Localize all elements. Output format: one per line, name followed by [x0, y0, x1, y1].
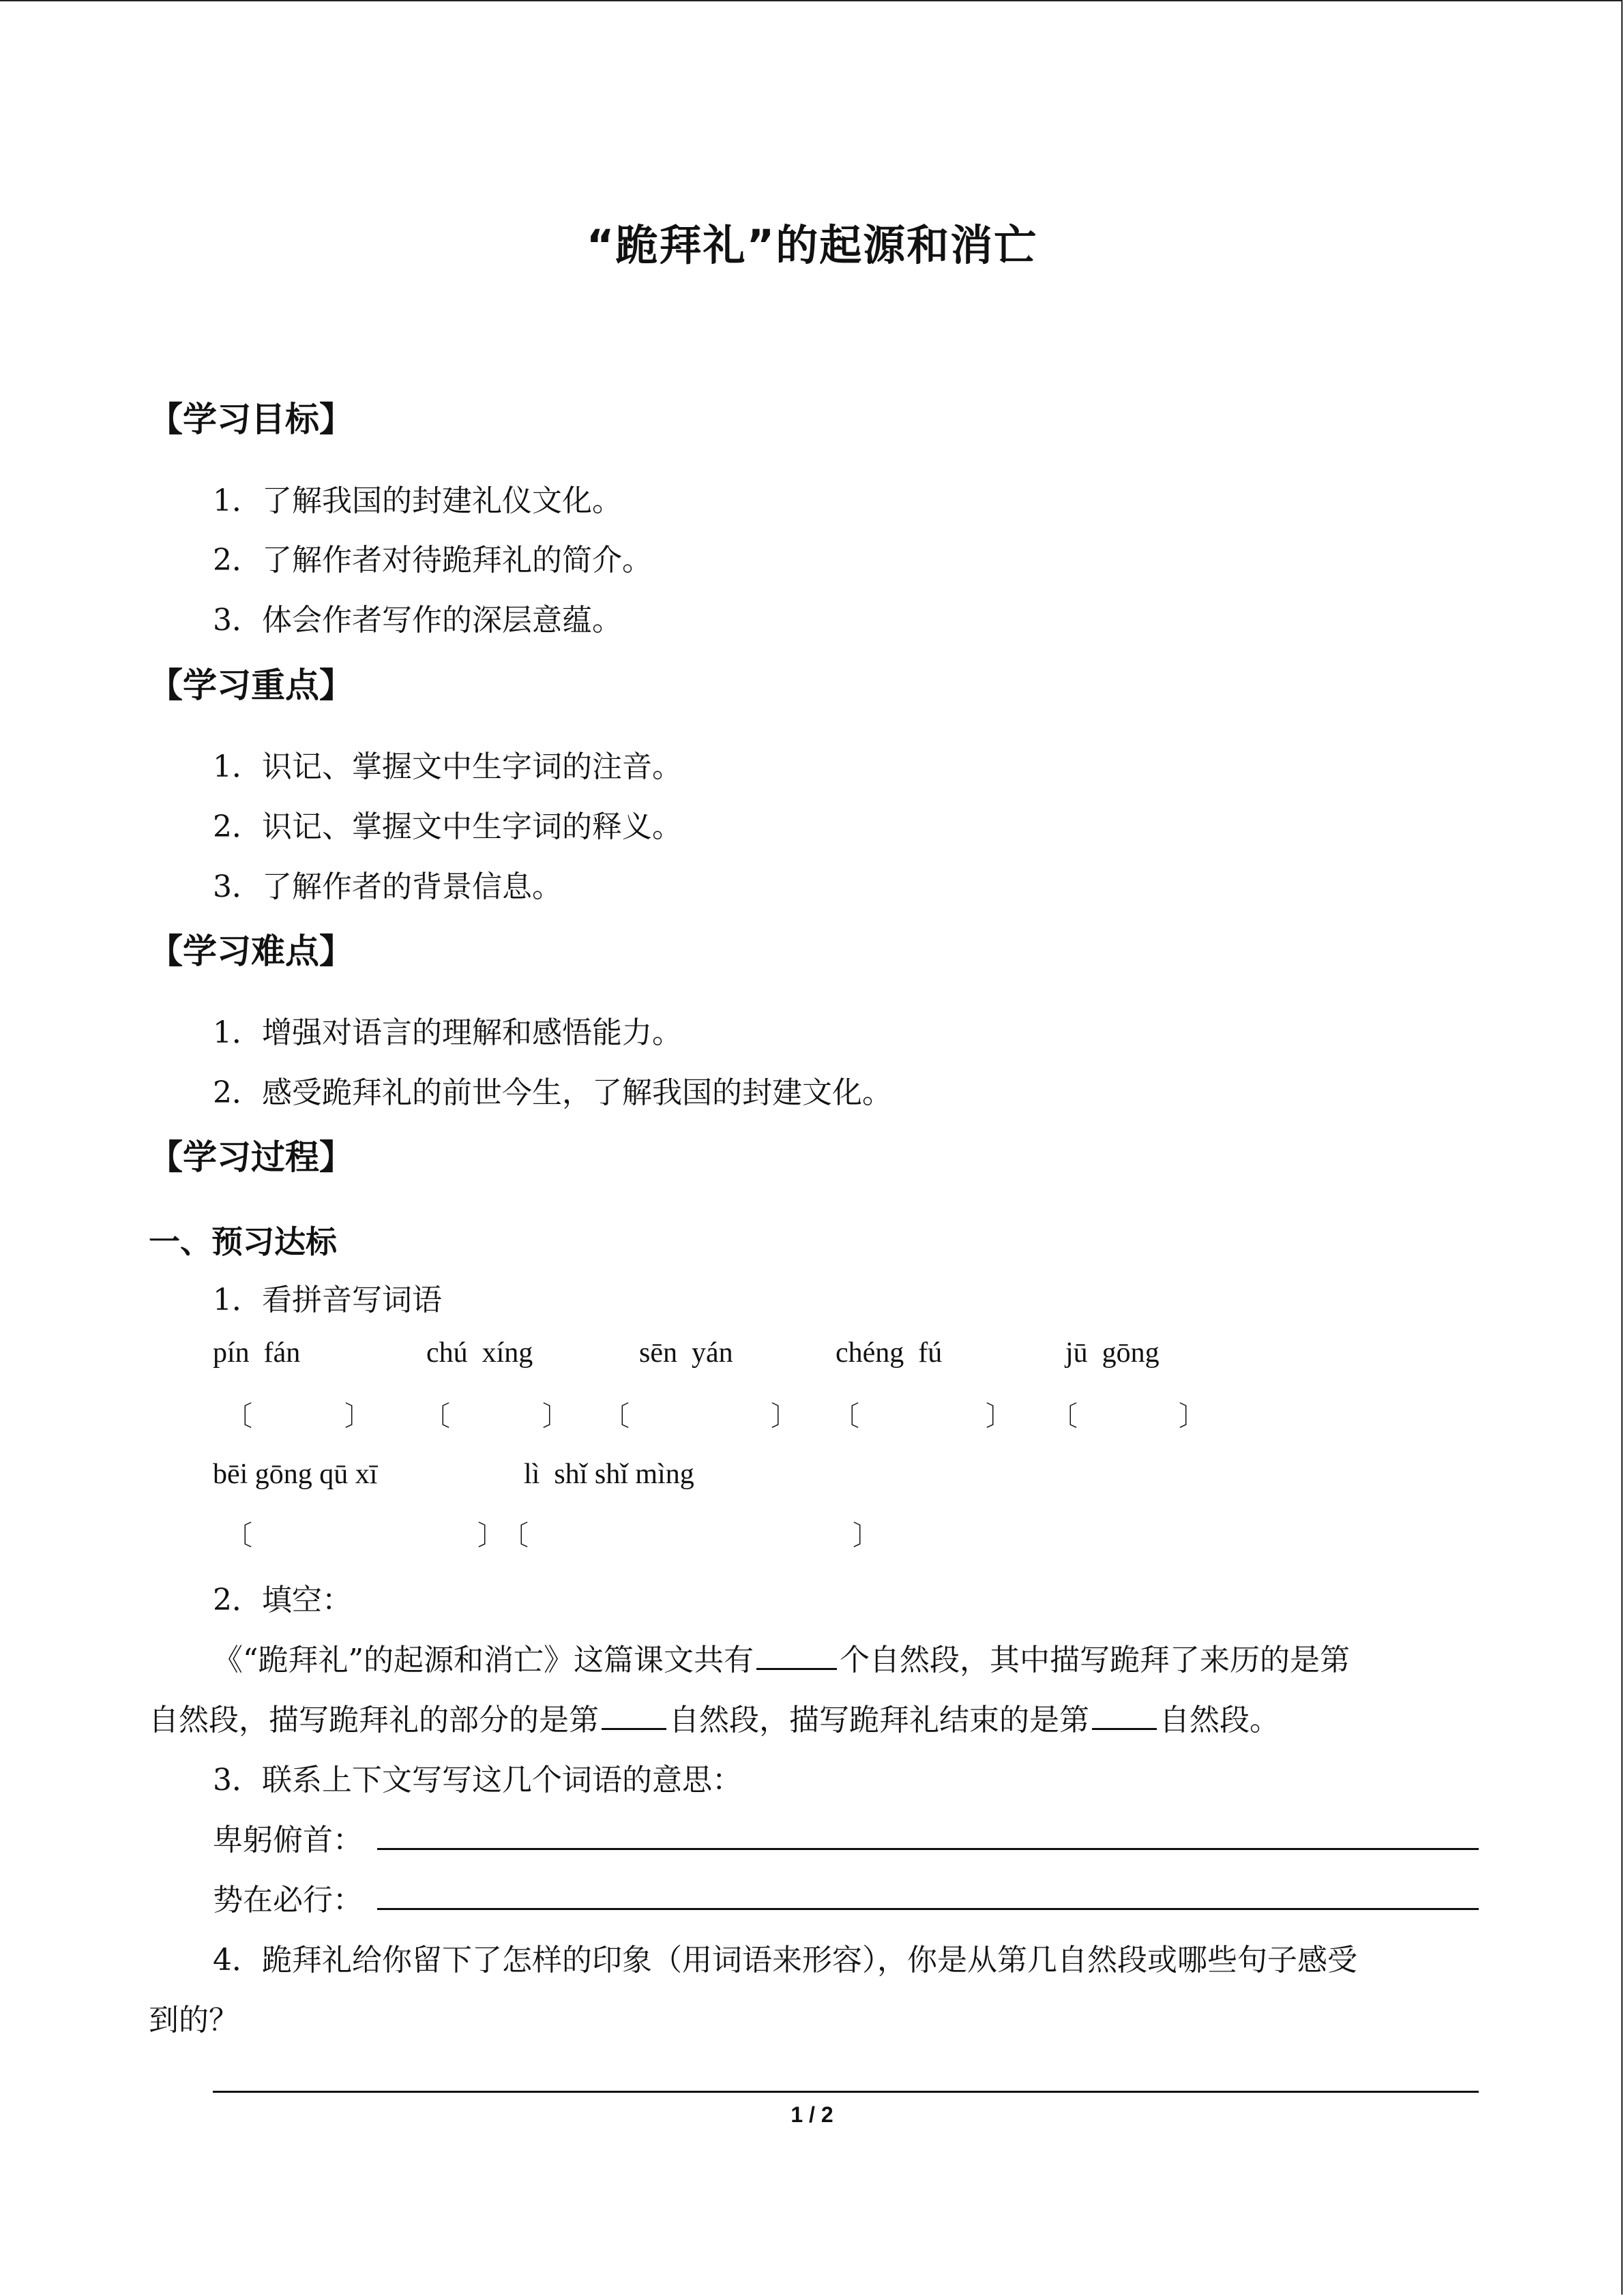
- goal-item: 3．体会作者写作的深层意蕴。: [213, 603, 622, 638]
- pinyin-word: lì shǐ shǐ mìng: [524, 1459, 694, 1490]
- q2-text: 自然段。: [1160, 1703, 1280, 1738]
- q2-line-2: [149, 1695, 1280, 1739]
- key-point-item: 3．了解作者的背景信息。: [213, 869, 562, 904]
- q3-term-1: 卑躬俯首：: [213, 1823, 363, 1858]
- fill-blank[interactable]: [602, 1701, 666, 1730]
- answer-bracket-open: 〔: [602, 1401, 630, 1431]
- answer-line[interactable]: [377, 1908, 1479, 1910]
- answer-bracket-close: 〕: [771, 1401, 798, 1431]
- answer-bracket-close: 〕: [477, 1520, 505, 1551]
- answer-bracket-close: 〕: [344, 1401, 372, 1431]
- q2-label: 2．填空：: [213, 1583, 352, 1617]
- key-point-item: 2．识记、掌握文中生字词的释义。: [213, 809, 682, 844]
- goal-item: 2．了解作者对待跪拜礼的简介。: [213, 543, 652, 578]
- answer-bracket-open: 〔: [225, 1401, 252, 1431]
- q2-text: 个自然段，其中描写跪拜了来历的是第: [840, 1643, 1350, 1678]
- q4-line-1: 4．跪拜礼给你留下了怎样的印象（用词语来形容），你是从第几自然段或哪些句子感受: [213, 1943, 1357, 1978]
- answer-bracket-close: 〕: [542, 1401, 570, 1431]
- q1-label: 1．看拼音写词语: [213, 1283, 442, 1317]
- q2-text: 自然段，描写跪拜礼的部分的是第: [149, 1703, 599, 1738]
- goal-item: 1．了解我国的封建礼仪文化。: [213, 483, 622, 518]
- answer-bracket-close: 〕: [853, 1520, 880, 1551]
- pinyin-word: chú xíng: [426, 1337, 533, 1369]
- pinyin-word: chéng fú: [836, 1337, 943, 1369]
- pinyin-word: pín fán: [213, 1337, 301, 1369]
- answer-line[interactable]: [377, 1848, 1479, 1850]
- fill-blank[interactable]: [756, 1641, 837, 1670]
- q3-term-2: 势在必行：: [213, 1883, 363, 1918]
- section-heading-difficulties: 【学习难点】: [149, 931, 353, 971]
- q2-text: 自然段，描写跪拜礼结束的是第: [669, 1703, 1089, 1738]
- preview-heading: 一、预习达标: [149, 1223, 337, 1260]
- pinyin-word: jū gōng: [1065, 1337, 1160, 1369]
- q2-text: 《“跪拜礼”的起源和消亡》这篇课文共有: [213, 1643, 754, 1678]
- section-heading-process: 【学习过程】: [149, 1137, 353, 1177]
- answer-bracket-open: 〔: [501, 1520, 529, 1551]
- difficulty-item: 1．增强对语言的理解和感悟能力。: [213, 1015, 682, 1050]
- document-title: “跪拜礼”的起源和消亡: [586, 220, 1038, 270]
- answer-bracket-open: 〔: [1050, 1401, 1078, 1431]
- pinyin-word: sēn yán: [639, 1337, 733, 1369]
- answer-bracket-close: 〕: [1179, 1401, 1206, 1431]
- pinyin-word: bēi gōng qū xī: [213, 1459, 378, 1490]
- answer-bracket-open: 〔: [423, 1401, 450, 1431]
- answer-bracket-open: 〔: [832, 1401, 859, 1431]
- answer-bracket-close: 〕: [986, 1401, 1013, 1431]
- answer-bracket-open: 〔: [225, 1520, 252, 1551]
- section-heading-key-points: 【学习重点】: [149, 666, 353, 705]
- page-number: 1 / 2: [791, 2102, 833, 2127]
- q3-label: 3．联系上下文写写这几个词语的意思：: [213, 1763, 742, 1798]
- section-heading-goals: 【学习目标】: [149, 400, 353, 439]
- q4-line-2: 到的？: [149, 2003, 239, 2038]
- fill-blank[interactable]: [1092, 1701, 1157, 1730]
- key-point-item: 1．识记、掌握文中生字词的注音。: [213, 749, 682, 784]
- q2-line-1: [213, 1635, 1350, 1679]
- difficulty-item: 2．感受跪拜礼的前世今生，了解我国的封建文化。: [213, 1075, 892, 1110]
- footer-rule: [213, 2091, 1479, 2093]
